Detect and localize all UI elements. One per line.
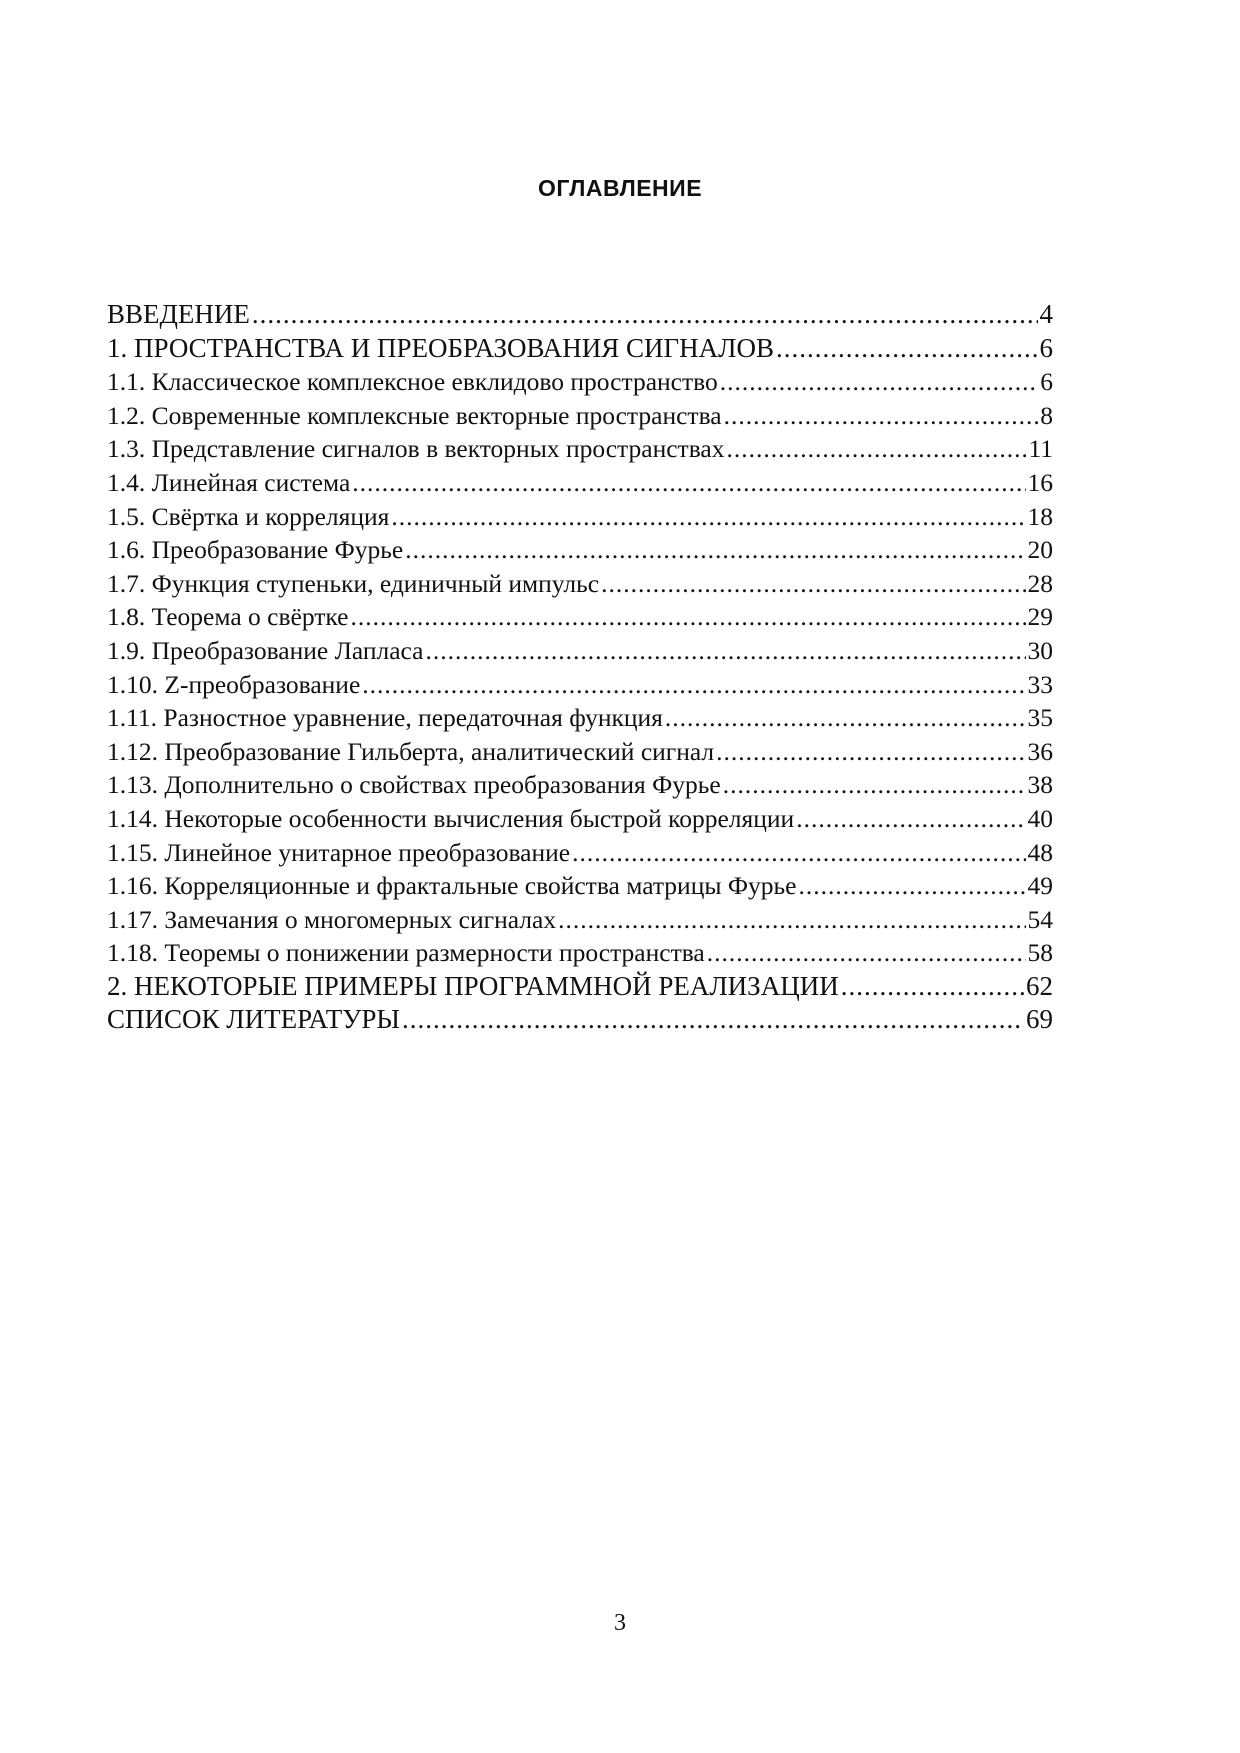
toc-entry[interactable] [107, 466, 1053, 500]
toc-entry[interactable] [107, 600, 1053, 634]
toc-entry-page: 4 [1039, 299, 1053, 329]
toc-entry-page: 18 [1027, 501, 1053, 531]
toc-entry-page: 48 [1027, 837, 1053, 867]
toc-entry-page: 69 [1026, 1004, 1053, 1035]
toc-leader-dots [252, 298, 1038, 332]
toc-entry-page: 40 [1027, 803, 1053, 833]
toc-entry-label: 1.17. Замечания о многомерных сигналах [107, 904, 557, 934]
toc-leader-dots [352, 466, 1025, 500]
toc-leader-dots [796, 802, 1025, 836]
page-number: 3 [614, 1610, 626, 1636]
toc-leader-dots [391, 500, 1025, 534]
toc-entry-page: 11 [1028, 434, 1053, 464]
toc-leader-dots [665, 701, 1026, 735]
toc-entry-label: 1.2. Современные комплексные векторные пространства [107, 400, 722, 430]
toc-entry[interactable] [107, 365, 1053, 399]
toc-entry[interactable] [107, 869, 1053, 903]
toc-entry[interactable] [107, 298, 1053, 332]
toc-entry-page: 16 [1027, 467, 1053, 497]
toc-entry-label: ВВЕДЕНИЕ [107, 299, 250, 329]
toc-entry-page: 35 [1027, 703, 1053, 733]
toc-entry-label: 1.12. Преобразование Гильберта, аналитический сигнал [107, 736, 715, 766]
toc-entry-label: 1.15. Линейное унитарное преобразование [107, 837, 571, 867]
toc-leader-dots [572, 836, 1025, 870]
toc-entry-page: 6 [1039, 332, 1053, 363]
toc-entry-page: 58 [1027, 938, 1053, 968]
toc-entry-page: 54 [1027, 904, 1053, 934]
toc-entry-label: 1.9. Преобразование Лапласа [107, 635, 424, 665]
toc-entry-label: 1.8. Теорема о свёртке [107, 602, 349, 632]
toc-entry-page: 49 [1027, 871, 1053, 901]
toc-entry-label: СПИСОК ЛИТЕРАТУРЫ [107, 1004, 400, 1035]
toc-entry-page: 28 [1027, 568, 1053, 598]
toc-entry[interactable] [107, 936, 1053, 970]
toc-leader-dots [776, 332, 1038, 366]
toc-entry[interactable] [107, 1003, 1053, 1037]
toc-entry-label: 1. ПРОСТРАНСТВА И ПРЕОБРАЗОВАНИЯ СИГНАЛОВ [107, 332, 774, 363]
toc-entry-label: 1.14. Некоторые особенности вычисления быстрой корреляции [107, 803, 795, 833]
toc-entry[interactable] [107, 701, 1053, 735]
toc-entry[interactable] [107, 836, 1053, 870]
toc-entry-label: 1.4. Линейная система [107, 467, 351, 497]
toc-entry[interactable] [107, 399, 1053, 433]
toc-leader-dots [707, 936, 1026, 970]
toc-entry-page: 36 [1027, 736, 1053, 766]
toc-entry[interactable] [107, 668, 1053, 702]
toc-leader-dots [350, 600, 1025, 634]
toc-entry-label: 1.3. Представление сигналов в векторных пространствах [107, 434, 725, 464]
toc-entry[interactable] [107, 432, 1053, 466]
toc-leader-dots [716, 735, 1025, 769]
toc-leader-dots [720, 365, 1039, 399]
toc-leader-dots [558, 903, 1025, 937]
toc-entry[interactable] [107, 634, 1053, 668]
toc-entry-label: 1.10. Z-преобразование [107, 669, 361, 699]
toc-entry-label: 1.16. Корреляционные и фрактальные свойства матрицы Фурье [107, 871, 797, 901]
toc-leader-dots [798, 869, 1025, 903]
toc-entry[interactable] [107, 533, 1053, 567]
toc-entry[interactable] [107, 903, 1053, 937]
toc-entry-label: 1.11. Разностное уравнение, передаточная функция [107, 703, 663, 733]
toc-leader-dots [405, 533, 1025, 567]
toc-entry[interactable] [107, 735, 1053, 769]
toc-entry-label: 1.18. Теоремы о понижении размерности пространства [107, 938, 705, 968]
toc-entry-label: 1.1. Классическое комплексное евклидово пространство [107, 367, 718, 397]
toc-leader-dots [841, 970, 1024, 1004]
toc-entry-page: 20 [1027, 535, 1053, 565]
toc-leader-dots [726, 432, 1026, 466]
toc-entry[interactable] [107, 567, 1053, 601]
toc-entry[interactable] [107, 500, 1053, 534]
toc-entry-page: 29 [1027, 602, 1053, 632]
toc-entry[interactable] [107, 768, 1053, 802]
toc-entry-page: 62 [1026, 970, 1053, 1001]
toc-leader-dots [723, 768, 1026, 802]
toc-entry[interactable] [107, 802, 1053, 836]
page-title: ОГЛАВЛЕНИЕ [537, 175, 703, 201]
toc-entry-label: 2. НЕКОТОРЫЕ ПРИМЕРЫ ПРОГРАММНОЙ РЕАЛИЗАЦИИ [107, 970, 839, 1001]
toc-entry-page: 30 [1027, 635, 1053, 665]
toc-entry-page: 8 [1040, 400, 1053, 430]
toc-leader-dots [426, 634, 1026, 668]
toc-entry-label: 1.13. Дополнительно о свойствах преобразования Фурье [107, 770, 721, 800]
toc-entry-label: 1.7. Функция ступеньки, единичный импульс [107, 568, 600, 598]
toc-entry-label: 1.6. Преобразование Фурье [107, 535, 404, 565]
toc-entry-page: 6 [1040, 367, 1053, 397]
toc-leader-dots [402, 1003, 1024, 1037]
toc-leader-dots [362, 668, 1025, 702]
toc-entry-page: 33 [1027, 669, 1053, 699]
toc-entry-page: 38 [1027, 770, 1053, 800]
toc-leader-dots [724, 399, 1039, 433]
toc-entry[interactable] [107, 970, 1053, 1004]
toc-entry[interactable] [107, 332, 1053, 366]
toc-entry-label: 1.5. Свёртка и корреляция [107, 501, 390, 531]
toc-leader-dots [601, 567, 1025, 601]
table-of-contents [107, 298, 1053, 1037]
